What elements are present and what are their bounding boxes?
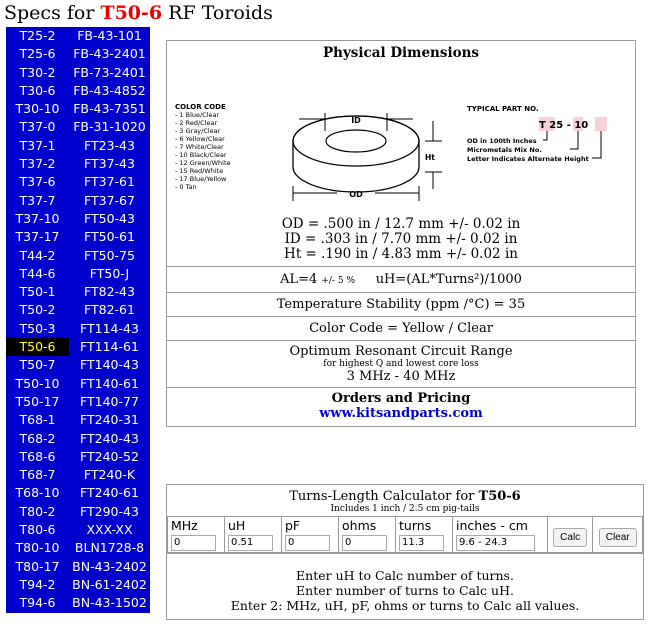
ferrite-part-link[interactable]: FT37-43 [84,156,135,172]
sidebar-row [6,247,150,265]
sidebar-row [6,45,150,63]
sidebar-row [6,503,150,521]
color-code-line: - 17 Blue/Yellow [175,175,227,183]
sidebar-row [6,137,150,155]
ferrite-part-link[interactable]: FB-43-4852 [73,82,146,98]
sidebar-row [6,283,150,301]
toroid-part-link[interactable]: T80-2 [19,503,56,519]
ferrite-part-link[interactable]: FT82-61 [84,302,135,318]
toroid-part-link[interactable]: T30-10 [15,101,60,117]
toroid-part-link[interactable]: T68-10 [15,485,60,501]
sidebar-row [6,448,150,466]
sidebar-row [6,466,150,484]
ferrite-part-link[interactable]: FT140-77 [80,393,139,409]
sidebar-row [6,64,150,82]
mhz-label: MHz [171,518,198,533]
toroid-diagram [167,61,635,215]
ferrite-part-link[interactable]: FB-43-101 [77,28,142,43]
sidebar-row [6,173,150,191]
sidebar-row [6,411,150,429]
svg-text:Micrometals Mix No.: Micrometals Mix No. [467,146,542,154]
sidebar-row [6,430,150,448]
toroid-part-link[interactable]: T30-2 [19,64,56,80]
part-list-sidebar [6,27,150,613]
sidebar-row [6,375,150,393]
color-code-line: - 1 Blue/Clear [175,111,220,119]
ferrite-part-link[interactable]: FT140-61 [80,375,139,391]
sidebar-row [6,82,150,100]
color-code-line: - 10 Black/Clear [175,151,227,159]
toroid-part-link[interactable]: T37-0 [19,119,56,135]
toroid-part-link[interactable]: T80-6 [19,522,56,538]
ferrite-part-link[interactable]: FT290-43 [80,503,139,519]
sidebar-row [6,228,150,246]
ferrite-part-link[interactable]: FT114-61 [80,339,139,355]
ohms-input[interactable] [342,535,387,551]
toroid-part-link[interactable]: T68-7 [19,467,56,483]
toroid-part-link[interactable]: T44-2 [19,247,56,263]
pf-input[interactable] [285,535,330,551]
color-code-line: - 2 Red/Clear [175,119,218,127]
ferrite-part-link[interactable]: FT240-61 [80,485,139,501]
sidebar-row [6,484,150,502]
ferrite-part-link[interactable]: FT50-61 [84,229,135,245]
ferrite-part-link[interactable]: FT23-43 [84,137,135,153]
specs-panel [166,40,636,427]
sidebar-row [6,100,150,118]
toroid-part-link[interactable]: T50-7 [19,357,56,373]
color-code-line: - 0 Tan [175,183,197,191]
ht-label: Ht [425,153,435,162]
ferrite-part-link[interactable]: FT37-61 [84,174,135,190]
sidebar-row [6,155,150,173]
toroid-part-link[interactable]: T68-2 [19,430,56,446]
sidebar-row [6,356,150,374]
calc-button[interactable]: Calc [553,528,587,547]
color-code-line: - 15 Red/White [175,167,224,175]
ferrite-part-link[interactable]: FT240-K [83,467,136,483]
toroid-part-link[interactable]: T68-1 [19,412,56,428]
toroid-part-link[interactable]: T37-2 [19,156,56,172]
ferrite-part-link[interactable]: BN-43-1502 [72,595,147,611]
toroid-part-link[interactable]: T80-10 [15,540,60,556]
toroid-part-link[interactable]: T50-6 [6,338,69,356]
ferrite-part-link[interactable]: BN-61-2402 [72,576,147,592]
ohms-label: ohms [342,518,377,533]
page-title: Specs for T50-6 RF Toroids [4,2,273,24]
sidebar-row [6,539,150,557]
calc-help: Enter uH to Calc number of turns. Enter number of turns to Calc uH. Enter 2: MHz, uH, pF, ohms or turns to Calc all values. [167,553,643,619]
ferrite-part-link[interactable]: FB-43-7351 [73,101,146,117]
toroid-part-link[interactable]: T37-17 [15,229,60,245]
sidebar-row [6,558,150,576]
ferrite-part-link[interactable]: FT82-43 [84,284,135,300]
ferrite-part-link[interactable]: FT140-43 [80,357,139,373]
clear-button[interactable]: Clear [599,528,637,547]
pf-label: pF [285,518,301,533]
sidebar-row [6,265,150,283]
length-output[interactable] [456,535,535,551]
ferrite-part-link[interactable]: BN-43-2402 [72,558,147,574]
orders-row: Orders and Pricing www.kitsandparts.com [167,387,635,426]
ferrite-part-link[interactable]: FT50-75 [84,247,135,263]
ferrite-part-link[interactable]: BLN1728-8 [74,540,145,556]
toroid-part-link[interactable]: T50-3 [19,320,56,336]
turns-length-calculator [166,484,644,620]
resonant-range: Optimum Resonant Circuit Range for highest Q and lowest core loss 3 MHz - 40 MHz [167,340,635,387]
ferrite-part-link[interactable]: FB-43-2401 [73,46,146,62]
color-code-line: - 7 White/Clear [175,143,224,151]
toroid-part-link[interactable]: T44-6 [19,265,56,281]
length-label: inches - cm [456,518,528,533]
sidebar-row [6,393,150,411]
ferrite-part-link[interactable]: FT37-67 [84,192,135,208]
mhz-input[interactable] [171,535,216,551]
toroid-part-link[interactable]: T37-1 [19,137,56,153]
kitsandparts-link[interactable]: www.kitsandparts.com [319,406,483,421]
ferrite-part-link[interactable]: FT240-31 [80,412,139,428]
color-code-line: - 12 Green/White [175,159,231,167]
uh-input[interactable] [228,535,273,551]
toroid-part-link[interactable]: T80-17 [15,558,60,574]
id-label: ID [351,116,361,125]
turns-label: turns [399,518,432,533]
svg-text:OD in 100th Inches: OD in 100th Inches [467,137,537,145]
toroid-part-link[interactable]: T25-6 [19,46,56,62]
sidebar-row [6,594,150,612]
color-code-row: Color Code = Yellow / Clear [167,316,635,340]
toroid-part-link[interactable]: T50-2 [19,302,56,318]
ferrite-part-link[interactable]: XXX-XX [86,522,133,538]
toroid-part-link[interactable]: T94-6 [19,595,56,611]
color-code-title: COLOR CODE [175,103,226,111]
sidebar-row [6,521,150,539]
sidebar-row [6,301,150,319]
sidebar-row [6,192,150,210]
ferrite-part-link[interactable]: FB-31-1020 [73,119,146,135]
toroid-part-link[interactable]: T50-17 [15,393,60,409]
uh-label: uH [228,518,246,533]
ferrite-part-link[interactable]: FT114-43 [80,320,139,336]
typical-part: T 25 - 10 [539,120,589,131]
sidebar-row [6,118,150,136]
svg-text:Letter Indicates Alternate Hei: Letter Indicates Alternate Height [467,155,589,163]
toroid-part-link[interactable]: T30-6 [19,82,56,98]
od-label: OD [349,190,363,199]
toroid-part-link[interactable]: T94-2 [19,576,56,592]
ferrite-part-link[interactable]: FT50-J [89,265,130,281]
toroid-part-link[interactable]: T37-10 [15,210,60,226]
sidebar-row [6,210,150,228]
calc-title: Turns-Length Calculator for T50-6 Includes 1 inch / 2.5 cm pig-tails [289,489,521,514]
color-code-line: - 6 Yellow/Clear [175,135,225,143]
sidebar-row [6,576,150,594]
ferrite-part-link[interactable]: FT240-43 [80,430,139,446]
ferrite-part-link[interactable]: FT240-52 [80,448,139,464]
toroid-part-link[interactable]: T25-2 [19,28,56,43]
sidebar-row [6,320,150,338]
color-code-line: - 3 Gray/Clear [175,127,221,135]
sidebar-row [6,27,150,45]
dimensions-text: OD = .500 in / 12.7 mm +/- 0.02 in ID = .303 in / 7.70 mm +/- 0.02 in Ht = .190 in / 4.83 mm +/- 0.02 in [281,216,521,262]
temp-stability: Temperature Stability (ppm /°C) = 35 [167,292,635,316]
toroid-part-link[interactable]: T50-1 [19,284,56,300]
toroid-part-link[interactable]: T37-6 [19,174,56,190]
typical-part-title: TYPICAL PART NO. [467,105,539,113]
toroid-part-link[interactable]: T68-6 [19,448,56,464]
sidebar-row [6,338,150,356]
turns-input[interactable] [399,535,444,551]
toroid-part-link[interactable]: T50-10 [15,375,60,391]
physical-dimensions-heading: Physical Dimensions [322,45,479,61]
al-row: AL=4 +/- 5 % uH=(AL*Turns²)/1000 [167,266,635,292]
toroid-part-link[interactable]: T37-7 [19,192,56,208]
ferrite-part-link[interactable]: FT50-43 [84,210,135,226]
ferrite-part-link[interactable]: FB-73-2401 [73,64,146,80]
